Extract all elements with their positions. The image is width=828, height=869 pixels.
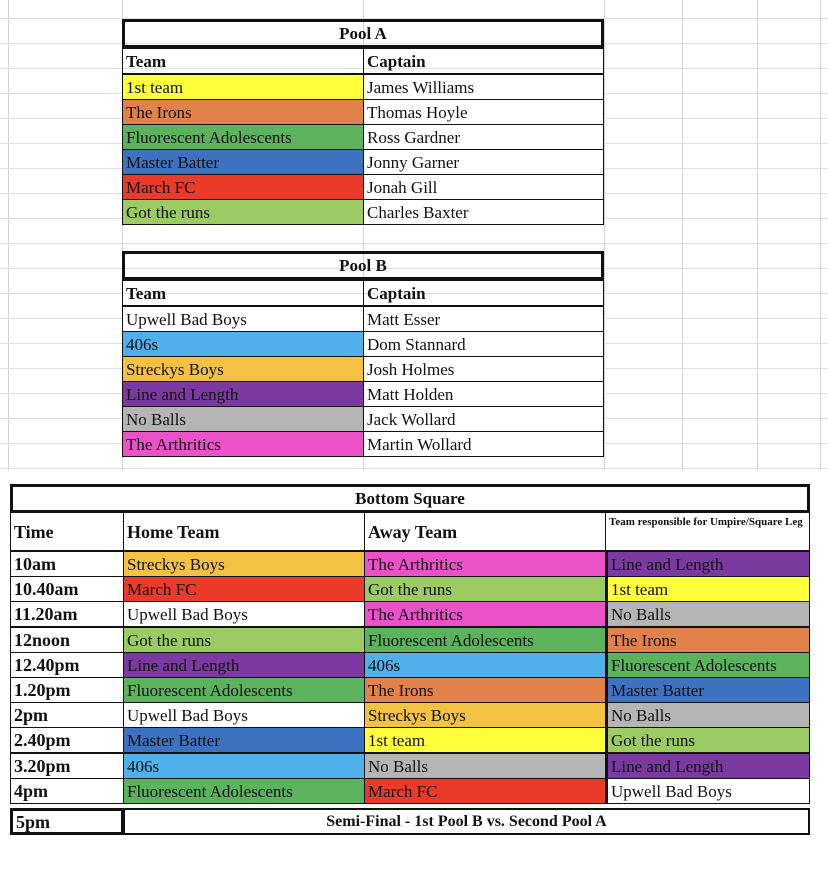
schedule-umpire-cell[interactable]: 1st team xyxy=(605,576,810,602)
schedule-away-cell[interactable]: 1st team xyxy=(364,727,606,753)
schedule-home-cell[interactable]: Line and Length xyxy=(123,652,365,678)
pool-a-title[interactable]: Pool A xyxy=(122,19,604,48)
schedule-home-cell[interactable]: Upwell Bad Boys xyxy=(123,601,365,627)
schedule-away-cell[interactable]: The Arthritics xyxy=(364,551,606,577)
pool-b-team-header[interactable]: Team xyxy=(122,280,364,306)
schedule-away-cell[interactable]: Got the runs xyxy=(364,576,606,602)
pool-b-team-cell[interactable]: The Arthritics xyxy=(122,431,364,457)
schedule-umpire-cell[interactable]: No Balls xyxy=(605,702,810,728)
pool-a-team-cell[interactable]: Got the runs xyxy=(122,199,364,225)
schedule-home-cell[interactable]: Streckys Boys xyxy=(123,551,365,577)
pool-b-captain-header[interactable]: Captain xyxy=(363,280,604,306)
schedule-title[interactable]: Bottom Square xyxy=(10,484,810,513)
schedule-time-cell[interactable]: 10.40am xyxy=(10,576,124,602)
pool-a-captain-cell[interactable]: Ross Gardner xyxy=(363,124,604,150)
pool-a-captain-cell[interactable]: Thomas Hoyle xyxy=(363,99,604,125)
pool-b-team-cell[interactable]: No Balls xyxy=(122,406,364,432)
schedule-away-cell[interactable]: Fluorescent Adolescents xyxy=(364,627,606,653)
umpire-header[interactable]: Team responsible for Umpire/Square Leg xyxy=(605,512,810,551)
schedule-umpire-cell[interactable]: The Irons xyxy=(605,627,810,653)
schedule-away-cell[interactable]: The Arthritics xyxy=(364,601,606,627)
schedule-home-cell[interactable]: 406s xyxy=(123,753,365,779)
schedule-time-cell[interactable]: 3.20pm xyxy=(10,753,124,779)
pool-a-team-cell[interactable]: Fluorescent Adolescents xyxy=(122,124,364,150)
schedule-home-cell[interactable]: March FC xyxy=(123,576,365,602)
pool-a-team-cell[interactable]: March FC xyxy=(122,174,364,200)
schedule-umpire-cell[interactable]: Line and Length xyxy=(605,753,810,779)
schedule-away-cell[interactable]: 406s xyxy=(364,652,606,678)
pool-a-captain-cell[interactable]: Jonah Gill xyxy=(363,174,604,200)
schedule-time-cell[interactable]: 11.20am xyxy=(10,601,124,627)
pool-b-team-cell[interactable]: 406s xyxy=(122,331,364,357)
schedule-home-cell[interactable]: Fluorescent Adolescents xyxy=(123,677,365,703)
schedule-umpire-cell[interactable]: Master Batter xyxy=(605,677,810,703)
pool-b-captain-cell[interactable]: Dom Stannard xyxy=(363,331,604,357)
pool-a-captain-cell[interactable]: James Williams xyxy=(363,74,604,100)
schedule-home-cell[interactable]: Got the runs xyxy=(123,627,365,653)
time-header[interactable]: Time xyxy=(10,512,124,551)
schedule-time-cell[interactable]: 12noon xyxy=(10,627,124,653)
schedule-umpire-cell[interactable]: Line and Length xyxy=(605,551,810,577)
final-row-description[interactable]: Semi-Final - 1st Pool B vs. Second Pool A xyxy=(123,808,810,835)
pool-b-captain-cell[interactable]: Matt Holden xyxy=(363,381,604,407)
pool-b-captain-cell[interactable]: Josh Holmes xyxy=(363,356,604,382)
schedule-time-cell[interactable]: 4pm xyxy=(10,778,124,804)
schedule-umpire-cell[interactable]: No Balls xyxy=(605,601,810,627)
schedule-umpire-cell[interactable]: Fluorescent Adolescents xyxy=(605,652,810,678)
pool-a-captain-cell[interactable]: Jonny Garner xyxy=(363,149,604,175)
schedule-away-cell[interactable]: No Balls xyxy=(364,753,606,779)
away-team-header[interactable]: Away Team xyxy=(364,512,606,551)
schedule-away-cell[interactable]: The Irons xyxy=(364,677,606,703)
pool-b-captain-cell[interactable]: Martin Wollard xyxy=(363,431,604,457)
final-row-time[interactable]: 5pm xyxy=(10,808,124,835)
schedule-home-cell[interactable]: Master Batter xyxy=(123,727,365,753)
schedule-home-cell[interactable]: Upwell Bad Boys xyxy=(123,702,365,728)
schedule-time-cell[interactable]: 2.40pm xyxy=(10,727,124,753)
pool-b-team-cell[interactable]: Line and Length xyxy=(122,381,364,407)
schedule-time-cell[interactable]: 1.20pm xyxy=(10,677,124,703)
schedule-away-cell[interactable]: Streckys Boys xyxy=(364,702,606,728)
pool-b-captain-cell[interactable]: Jack Wollard xyxy=(363,406,604,432)
pool-b-team-cell[interactable]: Streckys Boys xyxy=(122,356,364,382)
schedule-umpire-cell[interactable]: Got the runs xyxy=(605,727,810,753)
pool-a-team-cell[interactable]: 1st team xyxy=(122,74,364,100)
pool-a-team-header[interactable]: Team xyxy=(122,48,364,74)
pool-a-team-cell[interactable]: The Irons xyxy=(122,99,364,125)
schedule-away-cell[interactable]: March FC xyxy=(364,778,606,804)
pool-a-team-cell[interactable]: Master Batter xyxy=(122,149,364,175)
pool-a-captain-header[interactable]: Captain xyxy=(363,48,604,74)
pool-b-title[interactable]: Pool B xyxy=(122,251,604,280)
home-team-header[interactable]: Home Team xyxy=(123,512,365,551)
schedule-umpire-cell[interactable]: Upwell Bad Boys xyxy=(605,778,810,804)
pool-a-captain-cell[interactable]: Charles Baxter xyxy=(363,199,604,225)
schedule-time-cell[interactable]: 10am xyxy=(10,551,124,577)
schedule-home-cell[interactable]: Fluorescent Adolescents xyxy=(123,778,365,804)
pool-b-captain-cell[interactable]: Matt Esser xyxy=(363,306,604,332)
pool-b-team-cell[interactable]: Upwell Bad Boys xyxy=(122,306,364,332)
schedule-time-cell[interactable]: 12.40pm xyxy=(10,652,124,678)
schedule-time-cell[interactable]: 2pm xyxy=(10,702,124,728)
